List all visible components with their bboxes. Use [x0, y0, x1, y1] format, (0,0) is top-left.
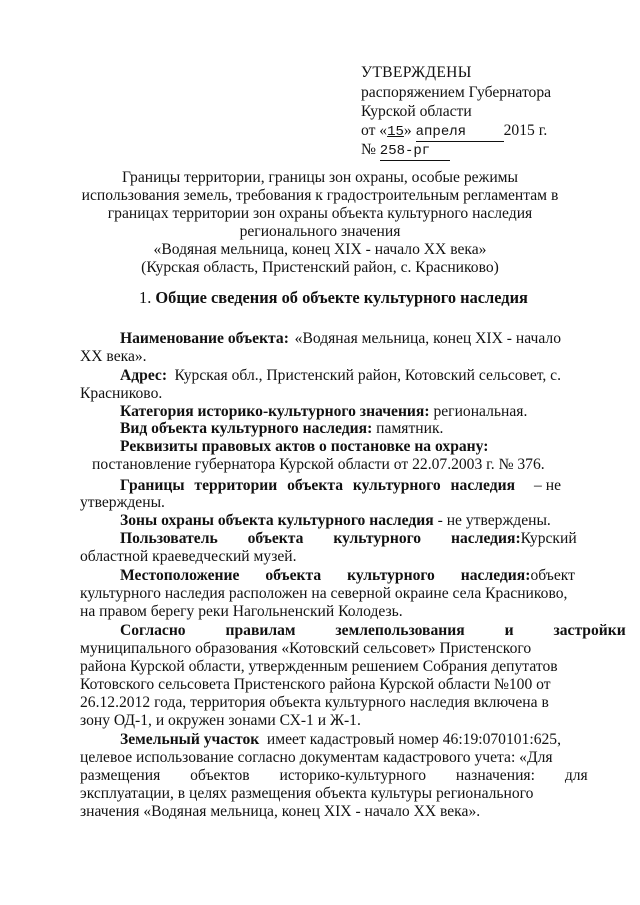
- para-location-text: объект: [530, 567, 575, 584]
- approval-number: [361, 141, 450, 161]
- para-rules-cont-5: зону ОД-1, и окружен зонами СХ-1 и Ж-1.: [80, 712, 361, 729]
- heading-line-5: «Водяная мельница, конец XIX - начало XX века»: [153, 241, 487, 258]
- para-rules-cont-4: 26.12.2012 года, территория объекта культурного наследия включена в: [80, 694, 549, 711]
- approval-date: [361, 122, 547, 142]
- date-day: 15: [387, 124, 404, 140]
- para-location: [120, 567, 575, 584]
- para-address: [120, 367, 561, 384]
- para-boundaries-cont: утверждены.: [80, 494, 165, 511]
- para-legal-text: постановление губернатора Курской области от 22.07.2003 г. № 376.: [92, 456, 545, 473]
- section-title-text: Общие сведения об объекте культурного наследия: [155, 288, 528, 307]
- section-number: 1.: [139, 288, 152, 307]
- para-user-label: Пользователь объекта культурного наследия:: [120, 530, 521, 547]
- para-land-cont-3: эксплуатации, в целях размещения объекта культуры регионального: [80, 785, 534, 802]
- para-address-text: Курская обл., Пристенский район, Котовский сельсовет, с.: [174, 367, 561, 384]
- para-boundaries-label: Границы территории объекта культурного наследия: [120, 477, 516, 494]
- number-prefix: №: [361, 141, 376, 158]
- para-user-text: Курский: [520, 530, 577, 547]
- approval-line-2: Курской области: [361, 103, 472, 120]
- para-rules-cont-3: Котовского сельсовета Пристенского района Курской области №100 от: [80, 676, 551, 693]
- heading-line-2: использования земель, требования к градостроительным регламентам в: [81, 187, 559, 204]
- para-zones-text: - не утверждены.: [437, 512, 551, 529]
- approval-line-1: распоряжением Губернатора: [361, 84, 552, 101]
- para-land-cont-2: размещения объектов историко-культурного назначения: для: [80, 767, 588, 784]
- para-category-label: Категория историко-культурного значения:: [120, 403, 430, 420]
- para-user-cont: областной краеведческий музей.: [80, 548, 297, 565]
- para-location-label: Местоположение объекта культурного наследия:: [120, 567, 531, 584]
- para-land-cont-1: целевое использование согласно документам кадастрового учета: «Для: [80, 749, 553, 766]
- para-rules-label: Согласно правилам землепользования и застройки: [120, 622, 626, 639]
- para-zones-label: Зоны охраны объекта культурного наследия: [120, 512, 434, 529]
- para-address-cont: Красниково.: [80, 385, 163, 402]
- date-year: 2015 г.: [503, 122, 548, 139]
- para-rules-cont-2: района Курской области, утвержденным решением Собрания депутатов: [80, 658, 558, 675]
- para-land-label: Земельный участок: [120, 731, 260, 748]
- para-name-cont: XX века».: [80, 348, 147, 365]
- para-legal-label: Реквизиты правовых актов о постановке на охрану:: [120, 438, 489, 455]
- number-value: 258-рг: [380, 143, 450, 161]
- heading-line-1: Границы территории, границы зон охраны, особые режимы: [121, 169, 519, 186]
- para-kind: [120, 420, 443, 437]
- para-kind-text: памятник.: [376, 420, 444, 437]
- date-month: апреля: [416, 124, 504, 142]
- para-location-cont-2: на правом берегу реки Нагольненский Колодезь.: [80, 603, 403, 620]
- date-prefix: от «: [361, 122, 388, 139]
- para-location-cont-1: культурного наследия расположен на северной окраине села Красниково,: [80, 585, 568, 602]
- para-address-label: Адрес:: [120, 367, 168, 384]
- para-kind-label: Вид объекта культурного наследия:: [120, 420, 373, 437]
- para-name: [120, 330, 561, 347]
- heading-line-6: (Курская область, Пристенский район, с. Красниково): [141, 259, 499, 276]
- para-land: [120, 731, 561, 748]
- section-title: [139, 289, 528, 307]
- para-land-text: имеет кадастровый номер 46:19:070101:625,: [266, 731, 561, 748]
- para-rules-cont-1: муниципального образования «Котовский сельсовет» Пристенского: [80, 640, 532, 657]
- para-user: [120, 530, 577, 547]
- para-boundaries-text: – не: [534, 477, 561, 494]
- approval-title: УТВЕРЖДЕНЫ: [361, 64, 472, 81]
- para-category: [120, 403, 527, 420]
- para-name-text: «Водяная мельница, конец XIX - начало: [294, 330, 561, 347]
- heading-line-4: регионального значения: [239, 223, 401, 240]
- para-land-cont-4: значения «Водяная мельница, конец XIX - начало XX века».: [80, 803, 481, 820]
- para-boundaries: [120, 477, 561, 494]
- para-zones: [120, 512, 551, 529]
- para-name-label: Наименование объекта:: [120, 330, 289, 347]
- date-sep: »: [403, 122, 412, 139]
- heading-line-3: границах территории зон охраны объекта культурного наследия: [107, 205, 533, 222]
- para-category-text: региональная.: [433, 403, 528, 420]
